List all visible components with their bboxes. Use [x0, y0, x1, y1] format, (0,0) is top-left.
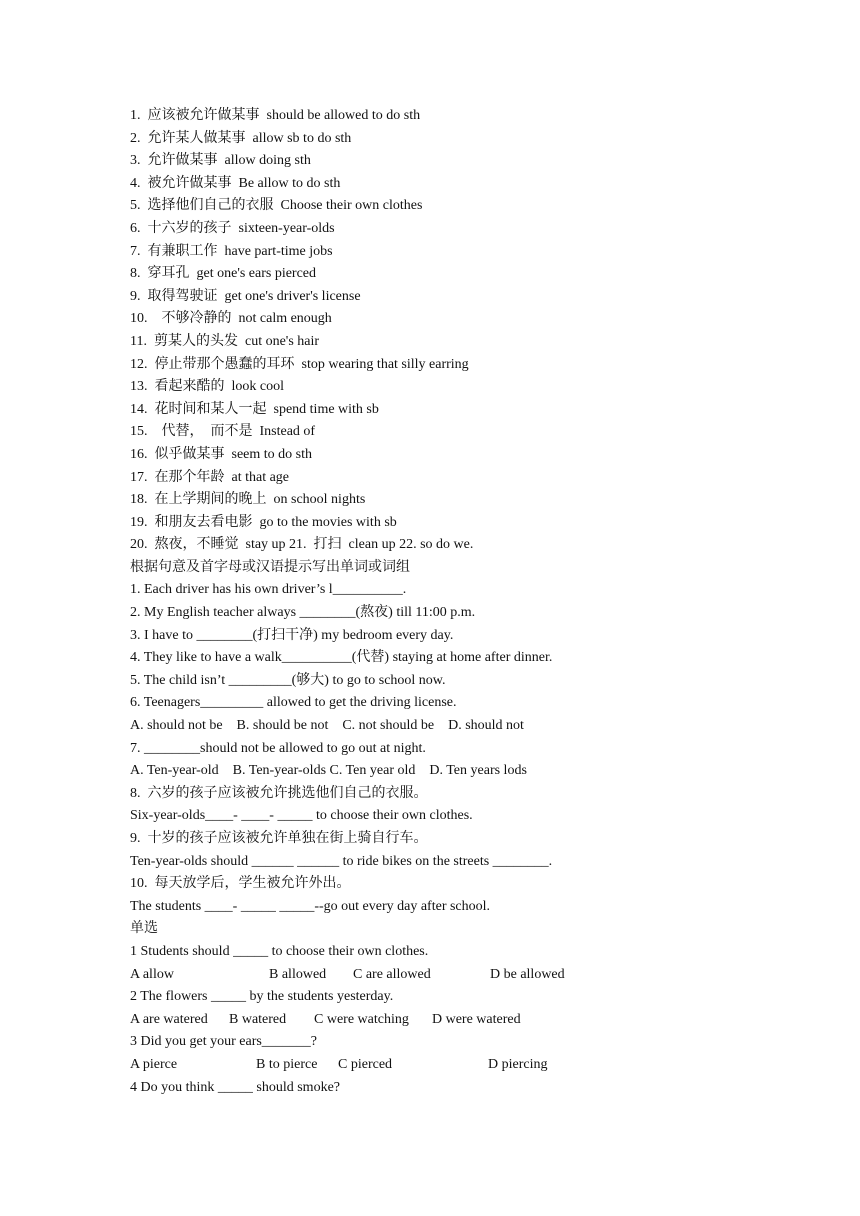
phrase-number: 10. [130, 311, 148, 327]
phrase-number: 3. [130, 153, 141, 169]
phrase-item [130, 467, 790, 490]
phrase-english: at that age [231, 469, 290, 485]
phrase-english: spend time with sb [273, 401, 379, 417]
phrase-chinese: 代替， 而不是 [154, 424, 253, 440]
phrase-english: allow doing sth [224, 153, 311, 169]
phrase-number: 18. [130, 492, 148, 508]
phrase-item [130, 489, 790, 512]
phrase-number: 20. [130, 537, 148, 553]
phrase-chinese: 不够冷静的 [154, 311, 232, 327]
phrase-english: look cool [231, 379, 284, 395]
exercise-line: 2. My English teacher always ________(熬夜) till 11:00 p.m. [130, 605, 476, 621]
phrase-chinese: 允许某人做某事 [147, 130, 246, 146]
question-2-options [130, 1009, 790, 1032]
phrase-item [130, 218, 790, 241]
question-2: 2 The flowers _____ by the students yesterday. [130, 989, 394, 1005]
exercise-line: 3. I have to ________(打扫干净) my bedroom every day. [130, 627, 454, 643]
phrase-number: 9. [130, 288, 141, 304]
option-d: D piercing [488, 1056, 548, 1072]
option-c: C are allowed [353, 966, 431, 982]
phrase-english: not calm enough [238, 311, 332, 327]
option-a: A pierce [130, 1056, 178, 1072]
option-b: B allowed [269, 966, 327, 982]
exercise-line: 1. Each driver has his own driver’s l__________. [130, 582, 407, 598]
phrase-number: 2. [130, 130, 141, 146]
phrase-english: stop wearing that silly earring [301, 356, 469, 372]
phrase-number: 6. [130, 220, 141, 236]
phrase-chinese: 和朋友去看电影 [154, 514, 253, 530]
phrase-english: seem to do sth [231, 446, 312, 462]
option-c: C were watching [314, 1011, 409, 1027]
section-heading-single-choice: 单选 [130, 921, 158, 937]
phrase-item [130, 128, 790, 151]
exercise-line: A. should not be B. should be not C. not should be D. should not [130, 718, 524, 734]
option-b: B watered [229, 1011, 287, 1027]
phrase-number: 13. [130, 379, 148, 395]
phrase-item [130, 354, 790, 377]
phrase-english: on school nights [273, 492, 366, 508]
question-1: 1 Students should _____ to choose their own clothes. [130, 943, 429, 959]
phrase-chinese: 选择他们自己的衣服 [147, 198, 274, 214]
exercise-line: 7. ________should not be allowed to go out at night. [130, 740, 426, 756]
exercise-line: The students ____- _____ _____--go out every day after school. [130, 898, 491, 914]
exercise-line: Ten-year-olds should ______ ______ to ride bikes on the streets ________. [130, 853, 553, 869]
phrase-chinese: 似乎做某事 [154, 446, 225, 462]
option-b: B to pierce [256, 1056, 318, 1072]
phrase-number: 16. [130, 446, 148, 462]
phrase-english: Choose their own clothes [280, 198, 423, 214]
phrase-number: 11. [130, 333, 147, 349]
phrase-item [130, 105, 790, 128]
phrase-english: should be allowed to do sth [266, 108, 421, 123]
phrase-chinese: 看起来酷的 [154, 379, 225, 395]
phrase-chinese: 在上学期间的晚上 [154, 492, 267, 508]
phrase-chinese: 有兼职工作 [147, 243, 218, 259]
phrase-chinese: 十六岁的孩子 [147, 220, 232, 236]
phrase-chinese: 穿耳孔 [147, 266, 190, 282]
phrase-chinese: 熬夜，不睡觉 [154, 537, 239, 553]
exercise-line: Six-year-olds____- ____- _____ to choose their own clothes. [130, 808, 473, 824]
exercise-line: 9. 十岁的孩子应该被允许单独在街上骑自行车。 [130, 831, 428, 846]
phrase-item [130, 376, 790, 399]
option-d: D be allowed [490, 966, 565, 982]
phrase-item [130, 241, 790, 264]
phrase-english: cut one's hair [244, 333, 320, 349]
phrase-english: have part-time jobs [224, 243, 333, 259]
phrase-number: 7. [130, 243, 141, 259]
phrase-english: Instead of [259, 424, 316, 440]
question-3: 3 Did you get your ears_______? [130, 1034, 318, 1050]
phrase-english: allow sb to do sth [252, 130, 352, 146]
phrase-number: 1. [130, 108, 141, 123]
option-d: D were watered [432, 1011, 521, 1027]
question-4: 4 Do you think _____ should smoke? [130, 1079, 340, 1095]
option-a: A are watered [130, 1011, 208, 1027]
phrase-item [130, 263, 790, 286]
phrase-chinese: 取得驾驶证 [147, 288, 218, 304]
phrase-item [130, 308, 790, 331]
phrase-number: 19. [130, 514, 148, 530]
phrase-chinese: 应该被允许做某事 [147, 108, 260, 123]
phrase-chinese: 在那个年龄 [154, 469, 225, 485]
phrase-chinese: 允许做某事 [147, 153, 218, 169]
exercise-line: 8. 六岁的孩子应该被允许挑选他们自己的衣服。 [130, 785, 428, 801]
exercise-line: 5. The child isn’t _________(够大) to go to school now. [130, 672, 446, 688]
document-body [130, 105, 790, 1099]
phrase-item [130, 150, 790, 173]
phrase-number: 15. [130, 424, 148, 440]
phrase-item [130, 195, 790, 218]
phrase-number: 14. [130, 401, 148, 417]
exercise-line: 10. 每天放学后，学生被允许外出。 [130, 876, 351, 892]
phrase-number: 12. [130, 356, 148, 372]
phrase-item [130, 421, 790, 444]
exercise-line: 4. They like to have a walk__________(代替) staying at home after dinner. [130, 650, 553, 666]
exercise-line: 6. Teenagers_________ allowed to get the driving license. [130, 695, 457, 711]
phrase-chinese: 被允许做某事 [147, 175, 232, 191]
phrase-number: 8. [130, 266, 141, 282]
question-3-options [130, 1054, 790, 1077]
section-heading: 根据句意及首字母或汉语提示写出单词或词组 [130, 559, 410, 575]
phrase-list [130, 105, 790, 557]
phrase-item [130, 512, 790, 535]
phrase-chinese: 停止带那个愚蠢的耳环 [154, 356, 295, 372]
phrase-item [130, 444, 790, 467]
option-a: A allow [130, 966, 174, 982]
phrase-item [130, 286, 790, 309]
phrase-item [130, 399, 790, 422]
phrase-item [130, 173, 790, 196]
phrase-item [130, 534, 790, 557]
exercise-line: A. Ten-year-old B. Ten-year-olds C. Ten year old D. Ten years lods [130, 763, 527, 779]
phrase-number: 5. [130, 198, 141, 214]
phrase-english: Be allow to do sth [238, 175, 341, 191]
phrase-number: 17. [130, 469, 148, 485]
phrase-number: 4. [130, 175, 141, 191]
phrase-english: sixteen-year-olds [238, 220, 335, 236]
phrase-english: go to the movies with sb [259, 514, 397, 530]
question-1-options [130, 964, 790, 987]
phrase-chinese: 剪某人的头发 [153, 333, 238, 349]
phrase-english: get one's driver's license [224, 288, 361, 304]
phrase-chinese: 花时间和某人一起 [154, 401, 267, 417]
phrase-english: get one's ears pierced [196, 266, 317, 282]
exercise-list [130, 579, 790, 918]
phrase-item [130, 331, 790, 354]
option-c: C pierced [338, 1056, 393, 1072]
phrase-english: stay up 21. 打扫 clean up 22. so do we. [245, 537, 474, 553]
